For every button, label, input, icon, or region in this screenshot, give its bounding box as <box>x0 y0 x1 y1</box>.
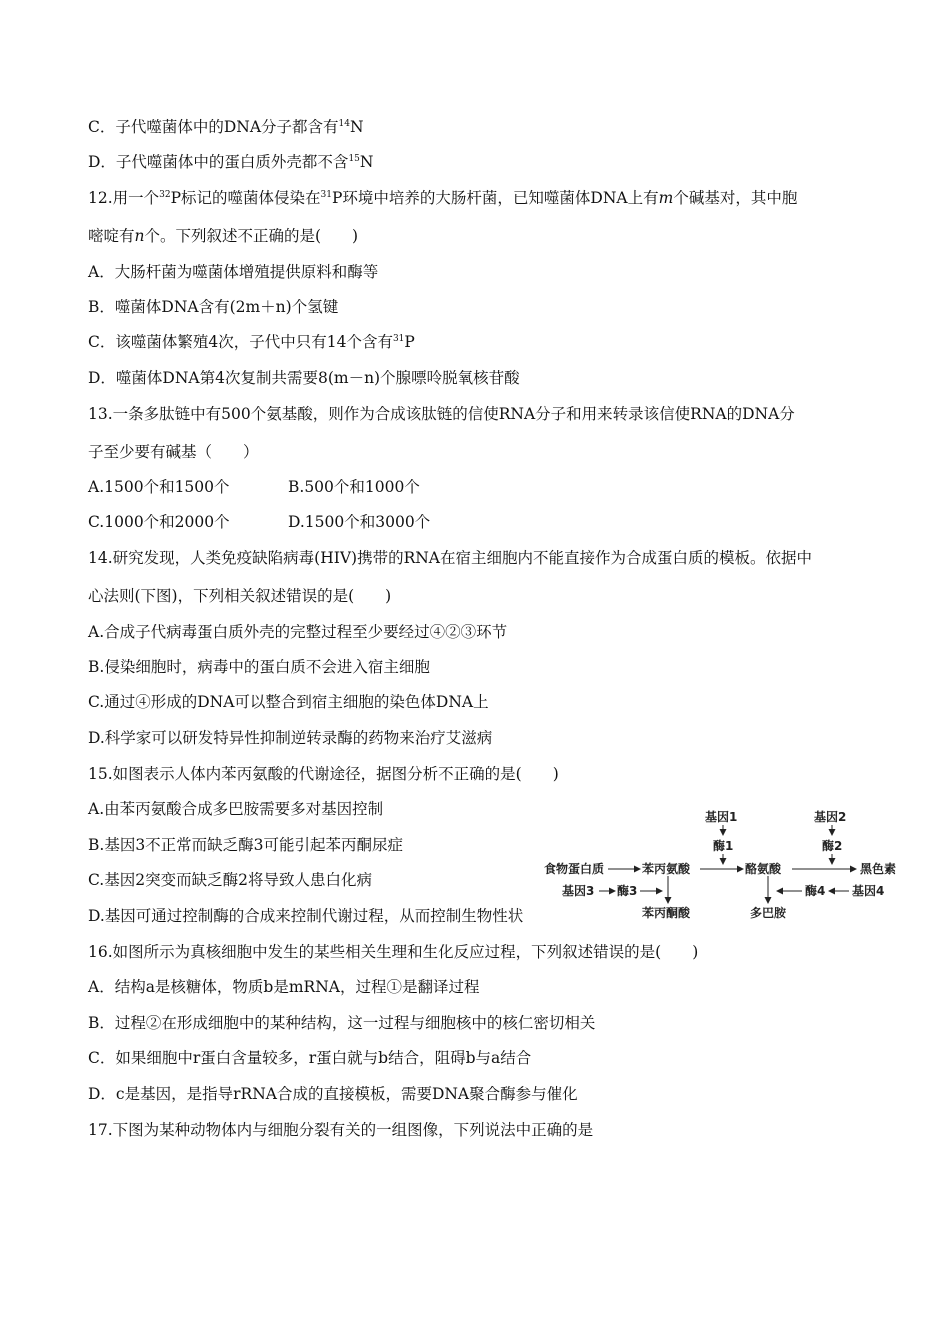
gene1-label: 基因1 <box>705 810 738 824</box>
q15-option-a: A.由苯丙氨酸合成多巴胺需要多对基因控制 <box>88 800 384 818</box>
q13-options-row2 <box>88 512 431 532</box>
q14-stem-line2: 心法则(下图)，下列相关叙述错误的是( ) <box>88 587 392 605</box>
q16-option-c: C．如果细胞中r蛋白含量较多，r蛋白就与b结合，阻碍b与a结合 <box>88 1049 532 1067</box>
phenylalanine-label: 苯丙氨酸 <box>642 862 691 876</box>
q16-option-a: A．结构a是核糖体，物质b是mRNA，过程①是翻译过程 <box>88 978 480 996</box>
q12-option-d: D．噬菌体DNA第4次复制共需要8(m－n)个腺嘌呤脱氧核苷酸 <box>88 369 520 387</box>
q15-option-b: B.基因3不正常而缺乏酶3可能引起苯丙酮尿症 <box>88 836 404 854</box>
q13-options-row1 <box>88 477 420 497</box>
q16-stem: 16.如图所示为真核细胞中发生的某些相关生理和生化反应过程，下列叙述错误的是( ) <box>88 943 699 961</box>
q14-option-a: A.合成子代病毒蛋白质外壳的完整过程至少要经过④②③环节 <box>88 623 508 641</box>
metabolic-pathway-diagram <box>540 805 910 930</box>
q13-option-c: C.1000个和2000个 <box>88 513 230 531</box>
q16-option-d: D．c是基因，是指导rRNA合成的直接模板，需要DNA聚合酶参与催化 <box>88 1085 578 1103</box>
q15-option-c: C.基因2突变而缺乏酶2将导致人患白化病 <box>88 871 372 889</box>
q13-option-b: B.500个和1000个 <box>288 478 420 496</box>
dopamine-label: 多巴胺 <box>750 906 787 920</box>
q11-option-d: D．子代噬菌体中的蛋白质外壳都不含$^{15}$N <box>88 153 374 171</box>
q12-option-c: C．该噬菌体繁殖4次，子代中只有14个含有$^{31}$P <box>88 333 415 351</box>
q14-stem-line1: 14.研究发现，人类免疫缺陷病毒(HIV)携带的RNA在宿主细胞内不能直接作为合成蛋白质的模板。依据中 <box>88 549 813 567</box>
q12-stem-line1: 12.用一个$^{32}$P标记的噬菌体侵染在$^{31}$P环境中培养的大肠杆菌，已知噬菌体DNA上有m个碱基对，其中胞 <box>88 189 798 207</box>
q13-stem-line1: 13.一条多肽链中有500个氨基酸，则作为合成该肽链的信使RNA分子和用来转录该信使RNA的DNA分 <box>88 405 795 423</box>
q12-option-b: B．噬菌体DNA含有(2m＋n)个氢键 <box>88 298 339 316</box>
q14-option-d: D.科学家可以研发特异性抑制逆转录酶的药物来治疗艾滋病 <box>88 729 493 747</box>
q12-stem-line2: 嘧啶有n个。下列叙述不正确的是( ) <box>88 227 359 245</box>
q14-option-c: C.通过④形成的DNA可以整合到宿主细胞的染色体DNA上 <box>88 693 489 711</box>
q13-option-a: A.1500个和1500个 <box>88 478 230 496</box>
enzyme2-label: 酶2 <box>822 839 843 853</box>
q14-option-b: B.侵染细胞时，病毒中的蛋白质不会进入宿主细胞 <box>88 658 430 676</box>
food-protein-label: 食物蛋白质 <box>544 862 605 876</box>
q15-stem: 15.如图表示人体内苯丙氨酸的代谢途径，据图分析不正确的是( ) <box>88 765 559 783</box>
melanin-label: 黑色素 <box>860 862 897 876</box>
q13-stem-line2: 子至少要有碱基（ ） <box>88 443 259 461</box>
enzyme4-label: 酶4 <box>805 884 826 898</box>
enzyme3-label: 酶3 <box>617 884 638 898</box>
gene2-label: 基因2 <box>814 810 847 824</box>
q12-option-a: A．大肠杆菌为噬菌体增殖提供原料和酶等 <box>88 263 379 281</box>
q16-option-b: B．过程②在形成细胞中的某种结构，这一过程与细胞核中的核仁密切相关 <box>88 1014 596 1032</box>
q13-option-d: D.1500个和3000个 <box>288 513 431 531</box>
q17-stem: 17.下图为某种动物体内与细胞分裂有关的一组图像，下列说法中正确的是 <box>88 1121 594 1139</box>
enzyme1-label: 酶1 <box>713 839 734 853</box>
tyrosine-label: 酪氨酸 <box>745 862 782 876</box>
gene3-label: 基因3 <box>562 884 595 898</box>
gene4-label: 基因4 <box>852 884 885 898</box>
q11-option-c: C．子代噬菌体中的DNA分子都含有$^{14}$N <box>88 118 364 136</box>
q15-option-d: D.基因可通过控制酶的合成来控制代谢过程，从而控制生物性状 <box>88 907 524 925</box>
phenylpyruvate-label: 苯丙酮酸 <box>642 906 691 920</box>
